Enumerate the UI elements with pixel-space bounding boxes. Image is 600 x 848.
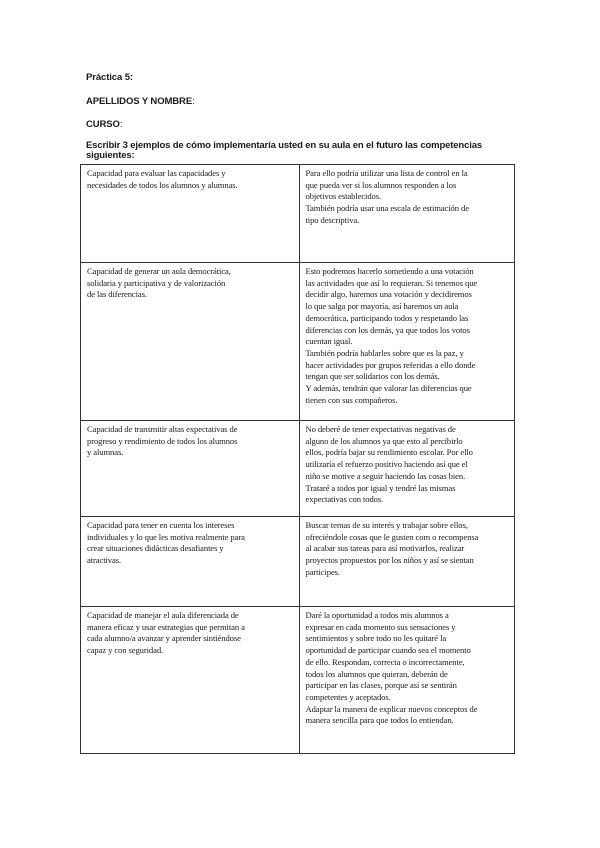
competence-line: atractivas.: [87, 555, 121, 566]
competence-line: Capacidad para evaluar las capacidades y: [87, 168, 226, 178]
competence-cell: [81, 421, 300, 517]
answer-line: También podría usar una escala de estimación de: [305, 203, 469, 214]
competence-line: Capacidad de transmitir altas expectativas de: [87, 424, 238, 434]
answer-line: Trataré a todos por igual y tendré las mismas: [305, 482, 456, 493]
answer-line: alguno de los alumnos ya que esto al percibirlo: [305, 435, 463, 446]
answer-line: todos los alumnos que quieran, deberán de: [305, 668, 448, 679]
competence-line: Capacidad para tener en cuenta los intereses: [87, 520, 235, 530]
answer-line: Esto podremos hacerlo sometiendo a una votación: [305, 266, 474, 276]
answer-cell: [299, 421, 515, 517]
competence-line: Capacidad de manejar el aula diferenciada de: [87, 610, 239, 620]
answer-line: utilizaría el refuerzo positivo haciendo así que el: [305, 459, 468, 470]
surnames-name-field: [86, 96, 195, 107]
answer-line: decidir algo, haremos una votación y decidiremos: [305, 289, 472, 300]
course-label: CURSO: [86, 119, 120, 130]
answer-line: oportunidad de participar cuando sea el momento: [305, 645, 471, 656]
answer-line: proyectos propuestos por los niños y así se sientan: [305, 555, 474, 566]
competence-line: cada alumno/a avanzar y aprender sintiéndose: [87, 633, 241, 644]
answer-line: tengan que ser solidarios con los demás.: [305, 371, 440, 382]
table-row: [81, 517, 515, 607]
answer-line: tipo descriptiva.: [305, 214, 360, 225]
table-row: [81, 263, 515, 421]
answer-line: niño se motive a seguir haciendo las cosas bien.: [305, 470, 466, 481]
prompt-line: Escribir 3 ejemplos de cómo implementaría usted en su aula en el futuro las competencias: [86, 140, 482, 151]
competence-cell: [81, 517, 300, 607]
answer-line: sentimientos y sobre todo no les quitaré la: [305, 633, 447, 644]
field-separator: :: [192, 96, 195, 107]
competence-line: crear situaciones didácticas desafiantes y: [87, 543, 224, 554]
answer-line: ofreciéndole cosas que le gusten com o recompensa: [305, 531, 479, 542]
answer-line: expresar en cada momento sus sensaciones y: [305, 621, 456, 632]
table-row: [81, 165, 515, 263]
answer-line: democrática, participando todos y respetando las: [305, 312, 469, 323]
competence-line: y alumnas.: [87, 447, 124, 458]
competence-line: necesidades de todos los alumnos y alumnas.: [87, 179, 238, 190]
answer-line: participes.: [305, 566, 340, 577]
answer-line: al acabar sus tareas para así motivarlos, realizar: [305, 543, 465, 554]
answer-line: expectativas con todos.: [305, 494, 384, 505]
answer-cell: [299, 517, 515, 607]
answer-line: manera sencilla para que todos lo entiendan.: [305, 715, 454, 726]
answer-line: cuentan igual.: [305, 336, 353, 347]
answer-cell: [299, 607, 515, 754]
competence-cell: [81, 165, 300, 263]
competence-line: individuales y lo que les motiva realmente para: [87, 531, 245, 542]
competence-cell: [81, 607, 300, 754]
answer-line: hacer actividades por grupos referidas a ello donde: [305, 359, 476, 370]
answer-line: Buscar temas de su interés y trabajar sobre ellos,: [305, 520, 468, 530]
answer-cell: [299, 165, 515, 263]
answer-line: También podría hablarles sobre que es la paz, y: [305, 347, 464, 358]
answer-line: las actividades que así lo requieran. Si tenemos que: [305, 277, 478, 288]
answer-line: competentes y aceptados.: [305, 691, 391, 702]
competence-line: solidaria y participativa y de valorización: [87, 277, 226, 288]
answer-line: de ello. Respondan, correcta o incorrectamente,: [305, 656, 465, 667]
answer-line: que pueda ver si los alumnos responden a los: [305, 179, 457, 190]
competence-line: capaz y con seguridad.: [87, 645, 164, 656]
table-row: [81, 607, 515, 754]
competence-line: progreso y rendimiento de todos los alumnos: [87, 435, 238, 446]
answer-line: Adaptar la manera de explicar nuevos conceptos de: [305, 703, 478, 714]
course-field: [86, 119, 122, 130]
competences-table: [80, 164, 515, 754]
answer-line: tienen con sus compañeros.: [305, 394, 398, 405]
answer-line: participar en las clases, porque así se sentirán: [305, 680, 457, 691]
answer-line: Daré la oportunidad a todos mis alumnos a: [305, 610, 449, 620]
answer-line: Para ello podría utilizar una lista de control en la: [305, 168, 468, 178]
practice-title: Práctica 5:: [86, 72, 133, 83]
answer-line: objetivos establecidos.: [305, 191, 382, 202]
answer-line: No deberé de tener expectativas negativas de: [305, 424, 456, 434]
table-row: [81, 421, 515, 517]
assignment-prompt: [86, 141, 516, 161]
competence-line: de las diferencias.: [87, 289, 147, 300]
answer-line: Y además, tendrán que valorar las diferencias que: [305, 383, 472, 394]
competence-line: manera eficaz y usar estrategias que permitan a: [87, 621, 245, 632]
answer-cell: [299, 263, 515, 421]
competence-line: Capacidad de generar un aula democrática,: [87, 266, 231, 276]
surnames-name-label: APELLIDOS Y NOMBRE: [86, 96, 193, 107]
field-separator: :: [119, 119, 123, 130]
competence-cell: [81, 263, 300, 421]
prompt-line: siguientes:: [86, 150, 135, 161]
answer-line: diferencias con los demás, ya que todos los votos: [305, 324, 470, 335]
answer-line: ellos, podría bajar su rendimiento escolar. Por ello: [305, 447, 473, 458]
answer-line: lo que salga por mayoría, así haremos un aula: [305, 301, 459, 312]
